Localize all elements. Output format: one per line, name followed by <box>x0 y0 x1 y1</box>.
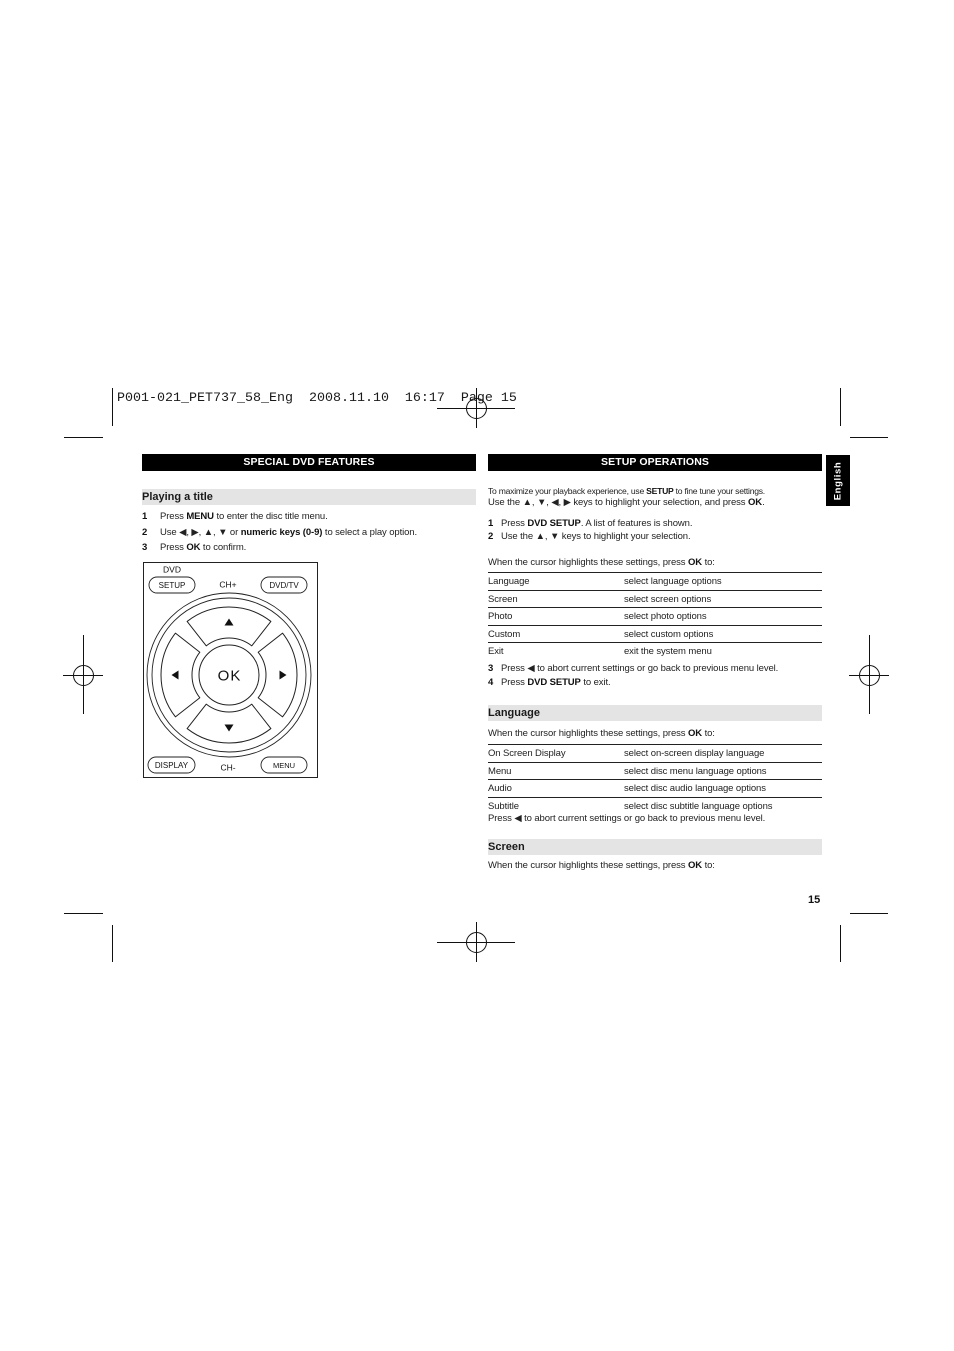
crop-mark-bottom-right-vertical <box>840 925 841 962</box>
setting-action: select custom options <box>624 628 714 640</box>
left-button <box>161 633 200 717</box>
menu-button-label: MENU <box>272 761 296 770</box>
note-text-part: When the cursor highlights these settings, press <box>488 728 688 739</box>
key-name: DVD SETUP <box>527 677 581 688</box>
step-number: 3 <box>488 663 494 674</box>
crop-mark-top-left-horizontal <box>64 437 103 438</box>
key-name: MENU <box>186 511 214 522</box>
section-header-special-dvd-features: SPECIAL DVD FEATURES <box>142 454 476 471</box>
display-button <box>148 757 195 773</box>
step-text-part: Use the ▲, ▼ keys to highlight your selection. <box>501 531 691 542</box>
step-text-part: Press <box>501 518 528 529</box>
language-option-row <box>488 762 822 780</box>
step-text-part: Use ◀, ▶, ▲, ▼ or <box>160 527 241 538</box>
section-header-setup-operations: SETUP OPERATIONS <box>488 454 822 471</box>
crop-mark-top-left-vertical <box>112 388 113 426</box>
step-text-part: to exit. <box>580 677 611 688</box>
subsection-title-playing-a-title: Playing a title <box>142 489 476 505</box>
step-item <box>142 511 476 523</box>
registration-mark-left-icon <box>63 635 104 715</box>
language-option-row <box>488 797 822 815</box>
note-text-part: When the cursor highlights these settings, press <box>488 557 688 568</box>
step-item <box>488 518 822 530</box>
registration-mark-bottom-icon <box>437 922 516 962</box>
step-text-part: . A list of features is shown. <box>580 518 693 529</box>
remote-control-drawing <box>143 562 318 778</box>
cursor-note <box>488 728 715 740</box>
step-text-part: to enter the disc title menu. <box>213 511 328 522</box>
note-text-part: to: <box>702 728 715 739</box>
language-option-row <box>488 779 822 797</box>
key-name: OK <box>687 728 703 739</box>
abort-note: Press ◀ to abort current settings or go back to previous menu level. <box>488 813 766 824</box>
crop-mark-top-right-horizontal <box>850 437 888 438</box>
crop-mark-top-right-vertical <box>840 388 841 426</box>
subsection-title-screen: Screen <box>488 839 822 855</box>
setting-name: Language <box>488 576 530 587</box>
setting-action: select disc audio language options <box>624 783 766 794</box>
step-item <box>142 527 476 539</box>
setting-name: On Screen Display <box>488 748 566 759</box>
step-number: 1 <box>488 518 494 529</box>
channel-down-label: CH- <box>220 762 236 773</box>
step-number: 3 <box>142 542 148 553</box>
cursor-note <box>488 557 715 569</box>
step-text <box>501 663 778 675</box>
intro-text-part: to fine tune your settings. <box>673 486 765 496</box>
intro-line <box>488 497 765 509</box>
setting-name: Custom <box>488 628 521 640</box>
step-item <box>488 531 822 543</box>
setting-name: Menu <box>488 765 512 777</box>
crop-mark-bottom-left-horizontal <box>64 913 103 914</box>
setting-action: exit the system menu <box>624 646 712 657</box>
setting-name: Photo <box>488 611 513 622</box>
step-text <box>160 527 417 539</box>
note-text-part: When the cursor highlights these settings, press <box>488 860 688 871</box>
step-number: 2 <box>488 531 494 542</box>
intro-text-part: To maximize your playback experience, use <box>488 486 647 496</box>
key-name: numeric keys (0-9) <box>240 527 323 538</box>
cursor-note <box>488 860 715 872</box>
step-text <box>160 511 328 523</box>
key-name: DVD SETUP <box>527 518 581 529</box>
step-number: 4 <box>488 677 494 688</box>
setting-action: select screen options <box>624 593 712 605</box>
registration-mark-top-icon <box>437 388 516 428</box>
display-button-label: DISPLAY <box>154 761 189 770</box>
setting-name: Subtitle <box>488 800 519 812</box>
dvd-tv-button-label: DVD/TV <box>269 581 299 590</box>
note-text-part: to: <box>702 860 715 871</box>
key-name: OK <box>687 557 703 568</box>
subsection-title-language: Language <box>488 705 822 721</box>
ok-button-label: OK <box>217 667 242 685</box>
step-text <box>501 518 692 530</box>
step-text-part: Press <box>501 677 528 688</box>
step-text-part: Press ◀ to abort current settings or go back to previous menu level. <box>501 663 779 674</box>
language-option-row <box>488 744 822 762</box>
step-number: 1 <box>142 511 148 522</box>
setting-action: select photo options <box>624 611 707 622</box>
step-text-part: to confirm. <box>200 542 247 553</box>
intro-text-part: Use the ▲, ▼, ◀, ▶ keys to highlight your selection, and press <box>488 497 748 508</box>
dvd-label: DVD <box>163 564 181 575</box>
registration-mark-right-icon <box>849 635 890 715</box>
remote-control-diagram <box>143 562 318 778</box>
setting-action: select disc menu language options <box>624 765 767 777</box>
right-button <box>258 633 297 717</box>
print-slug: P001-021_PET737_58_Eng 2008.11.10 16:17 Page 15 <box>117 391 517 406</box>
dvd-tv-button <box>261 577 307 593</box>
step-text <box>501 677 611 689</box>
ok-button <box>199 645 259 705</box>
setting-action: select language options <box>624 576 722 587</box>
crop-mark-bottom-left-vertical <box>112 925 113 962</box>
language-tab <box>826 455 850 506</box>
setup-menu-row <box>488 607 822 625</box>
key-name: OK <box>748 497 763 508</box>
key-name: SETUP <box>646 486 674 496</box>
step-item <box>488 663 822 675</box>
intro-text-part: . <box>762 497 765 508</box>
page-number: 15 <box>808 894 821 906</box>
language-tab-label: English <box>832 461 844 500</box>
note-text-part: to: <box>702 557 715 568</box>
setup-menu-row <box>488 642 822 660</box>
step-text <box>501 531 691 543</box>
menu-button <box>261 757 307 773</box>
step-text-part: to select a play option. <box>322 527 418 538</box>
setup-menu-row <box>488 625 822 643</box>
setting-action: select on-screen display language <box>624 748 765 759</box>
step-text <box>160 542 246 554</box>
setting-name: Screen <box>488 593 518 605</box>
step-item <box>488 677 822 689</box>
setup-button-label: SETUP <box>158 581 186 590</box>
setting-action: select disc subtitle language options <box>624 800 773 812</box>
setup-menu-table <box>488 572 822 660</box>
intro-line <box>488 485 765 497</box>
crop-mark-bottom-right-horizontal <box>850 913 888 914</box>
key-name: OK <box>186 542 201 553</box>
setup-button <box>149 577 195 593</box>
step-text-part: Press <box>160 542 187 553</box>
key-name: OK <box>687 860 703 871</box>
channel-up-label: CH+ <box>219 579 237 590</box>
setting-name: Audio <box>488 783 512 794</box>
step-text-part: Press <box>160 511 187 522</box>
setup-menu-row <box>488 572 822 590</box>
step-item <box>142 542 476 554</box>
up-button <box>187 607 271 646</box>
setting-name: Exit <box>488 646 504 657</box>
step-number: 2 <box>142 527 148 538</box>
setup-menu-row <box>488 590 822 608</box>
language-options-table <box>488 744 822 814</box>
down-button <box>187 704 271 743</box>
